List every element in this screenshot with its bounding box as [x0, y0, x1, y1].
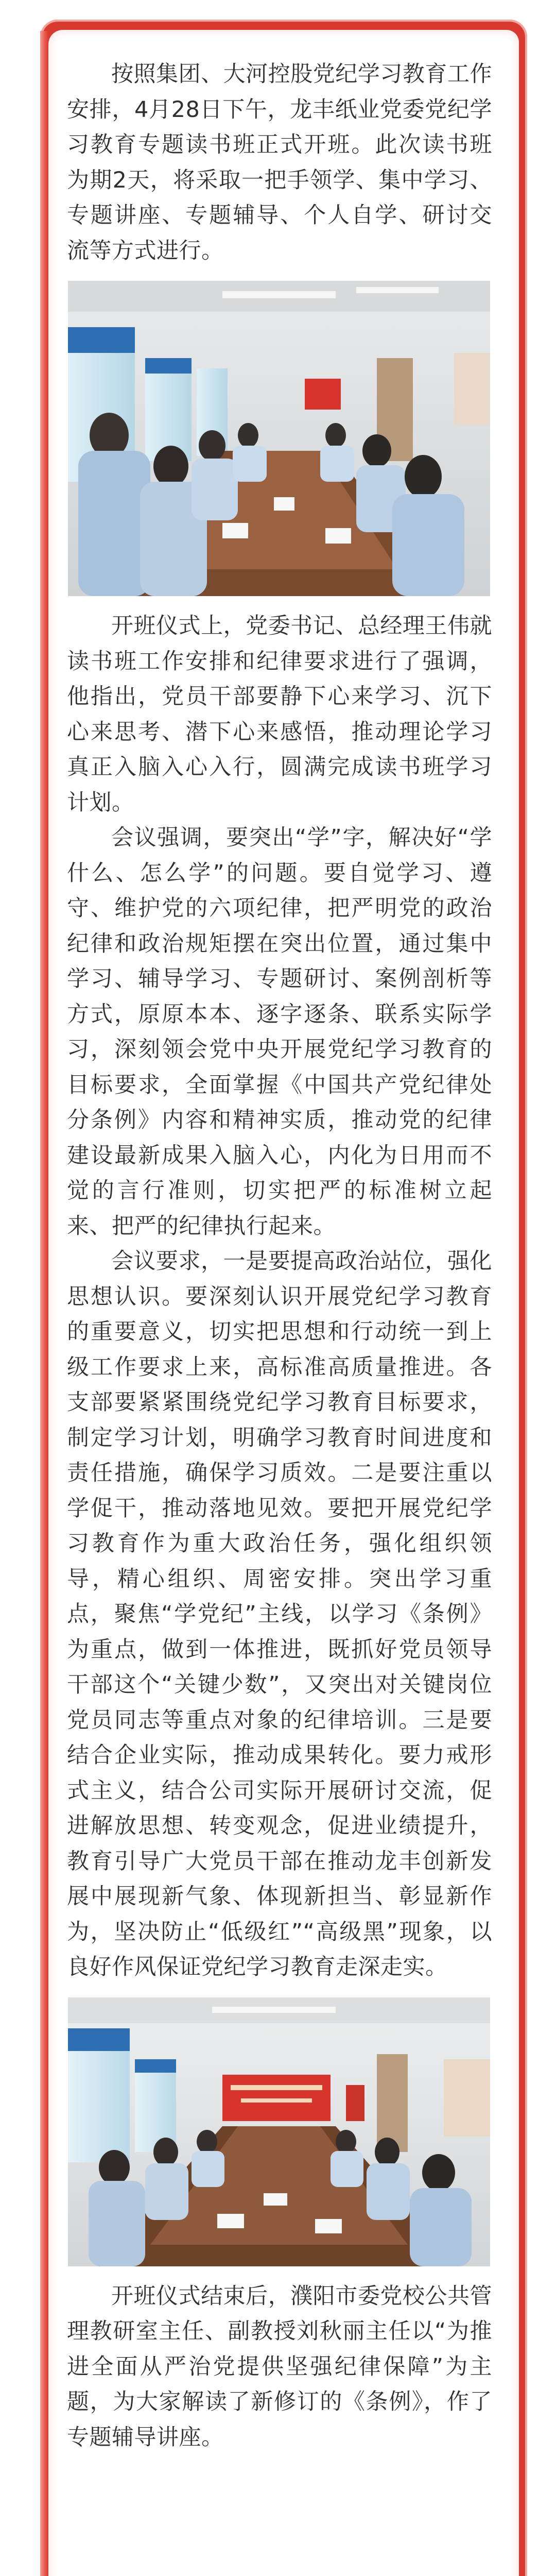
paragraph-meeting-emphasis: 会议强调，要突出“学”字，解决好“学什么、怎么学”的问题。要自觉学习、遵守、维护党的六项纪律，把严明党的政治纪律和政治规矩摆在突出位置，通过集中学习、辅导学习、专题研讨、案例剖析等方式，原原本本、逐字逐条、联系实际学习，深刻领会党中央开展党纪学习教育的目标要求，全面掌握《中国共产党纪律处分条例》内容和精神实质，推动党的纪律建设最新成果入脑入心，内化为日用而不觉的言行准则，切实把严的标准树立起来、把严的纪律执行起来。: [67, 825, 492, 1239]
paragraph-meeting-requirements: 会议要求，一是要提高政治站位，强化思想认识。要深刻认识开展党纪学习教育的重要意义，切实把思想和行动统一到上级工作要求上来，高标准高质量推进。各支部要紧紧围绕党纪学习教育目标要求，制定学习计划，明确学习教育时间进度和责任措施，确保学习质效。二是要注重以学促干，推动落地见效。要把开展党纪学习教育作为重大政治任务，强化组织领导，精心组织、周密安排。突出学习重点，聚焦“学党纪”主线，以学习《条例》为重点，做到一体推进，既抓好党员领导干部这个“关键少数”，又突出对关键岗位党员同志等重点对象的纪律培训。三是要结合企业实际，推动成果转化。要力戒形式主义，结合公司实际开展研讨交流，促进解放思想、转变观念，促进业绩提升，教育引导广大党员干部在推动龙丰创新发展中展现新气象、体现新担当、彰显新作为，坚决防止“低级红”“高级黑”现象，以良好作风保证党纪学习教育走深走实。: [67, 1248, 492, 1980]
article-content: [67, 57, 492, 2455]
frame-left-accent: [40, 31, 48, 2576]
paragraph-intro: 按照集团、大河控股党纪学习教育工作安排，4月28日下午，龙丰纸业党委党纪学习教育专题读书班正式开班。此次读书班为期2天，将采取一把手领学、集中学习、专题讲座、专题辅导、个人自学、研讨交流等方式进行。: [67, 61, 492, 264]
paragraph-lecture: 开班仪式结束后，濮阳市委党校公共管理教研室主任、副教授刘秋丽主任以“为推进全面从严治党提供坚强纪律保障”为主题，为大家解读了新修订的《条例》，作了专题辅导讲座。: [67, 2283, 492, 2450]
meeting-photo-1: [68, 281, 490, 596]
paragraph-opening-ceremony: 开班仪式上，党委书记、总经理王伟就读书班工作安排和纪律要求进行了强调，他指出，党员干部要静下心来学习、沉下心来思考、潜下心来感悟，推动理论学习真正入脑入心入行，圆满完成读书班学习计划。: [67, 613, 492, 816]
meeting-photo-2: [68, 1997, 490, 2266]
